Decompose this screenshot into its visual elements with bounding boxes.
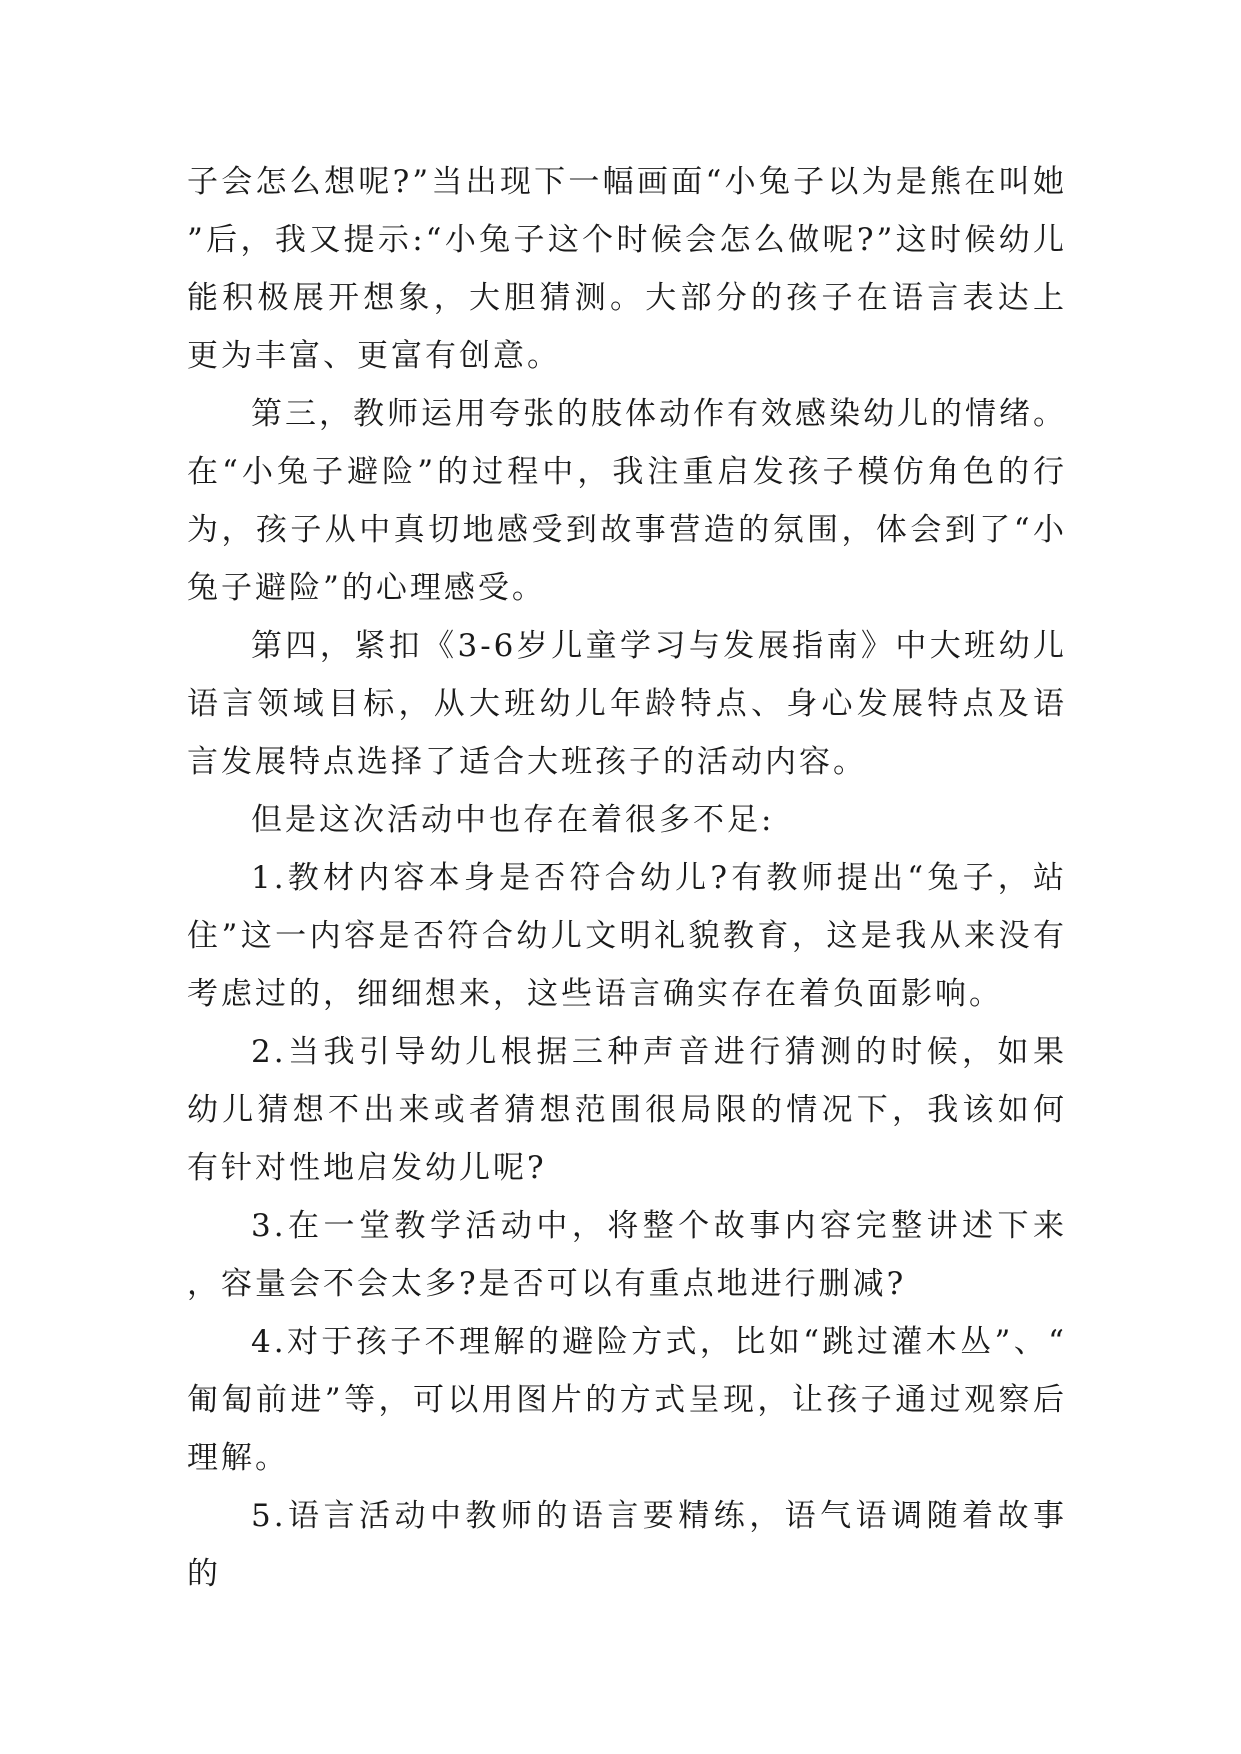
paragraph-5: 1.教材内容本身是否符合幼儿?有教师提出“兔子，站住”这一内容是否符合幼儿文明礼貌教育，这是我从来没有考虑过的，细细想来，这些语言确实存在着负面影响。 xyxy=(187,860,1067,1012)
paragraph-3: 第四，紧扣《3-6岁儿童学习与发展指南》中大班幼儿语言领域目标，从大班幼儿年龄特点、身心发展特点及语言发展特点选择了适合大班孩子的活动内容。 xyxy=(187,628,1067,780)
paragraph-8: 4.对于孩子不理解的避险方式，比如“跳过灌木丛”、“匍匐前进”等，可以用图片的方式呈现，让孩子通过观察后理解。 xyxy=(187,1324,1067,1476)
paragraph-2: 第三，教师运用夸张的肢体动作有效感染幼儿的情绪。在“小兔子避险”的过程中，我注重启发孩子模仿角色的行为，孩子从中真切地感受到故事营造的氛围，体会到了“小兔子避险”的心理感受。 xyxy=(187,396,1067,606)
paragraph-9: 5.语言活动中教师的语言要精练，语气语调随着故事的 xyxy=(187,1498,1067,1592)
paragraph-1: 子会怎么想呢?”当出现下一幅画面“小兔子以为是熊在叫她”后，我又提示:“小兔子这个时候会怎么做呢?”这时候幼儿能积极展开想象，大胆猜测。大部分的孩子在语言表达上更为丰富、更富有创意。 xyxy=(187,164,1067,374)
paragraph-6: 2.当我引导幼儿根据三种声音进行猜测的时候，如果幼儿猜想不出来或者猜想范围很局限的情况下，我该如何有针对性地启发幼儿呢? xyxy=(187,1034,1067,1186)
document-body xyxy=(187,153,1067,1603)
paragraph-4: 但是这次活动中也存在着很多不足: xyxy=(251,802,775,838)
paragraph-7: 3.在一堂教学活动中，将整个故事内容完整讲述下来，容量会不会太多?是否可以有重点地进行删减? xyxy=(187,1208,1067,1302)
